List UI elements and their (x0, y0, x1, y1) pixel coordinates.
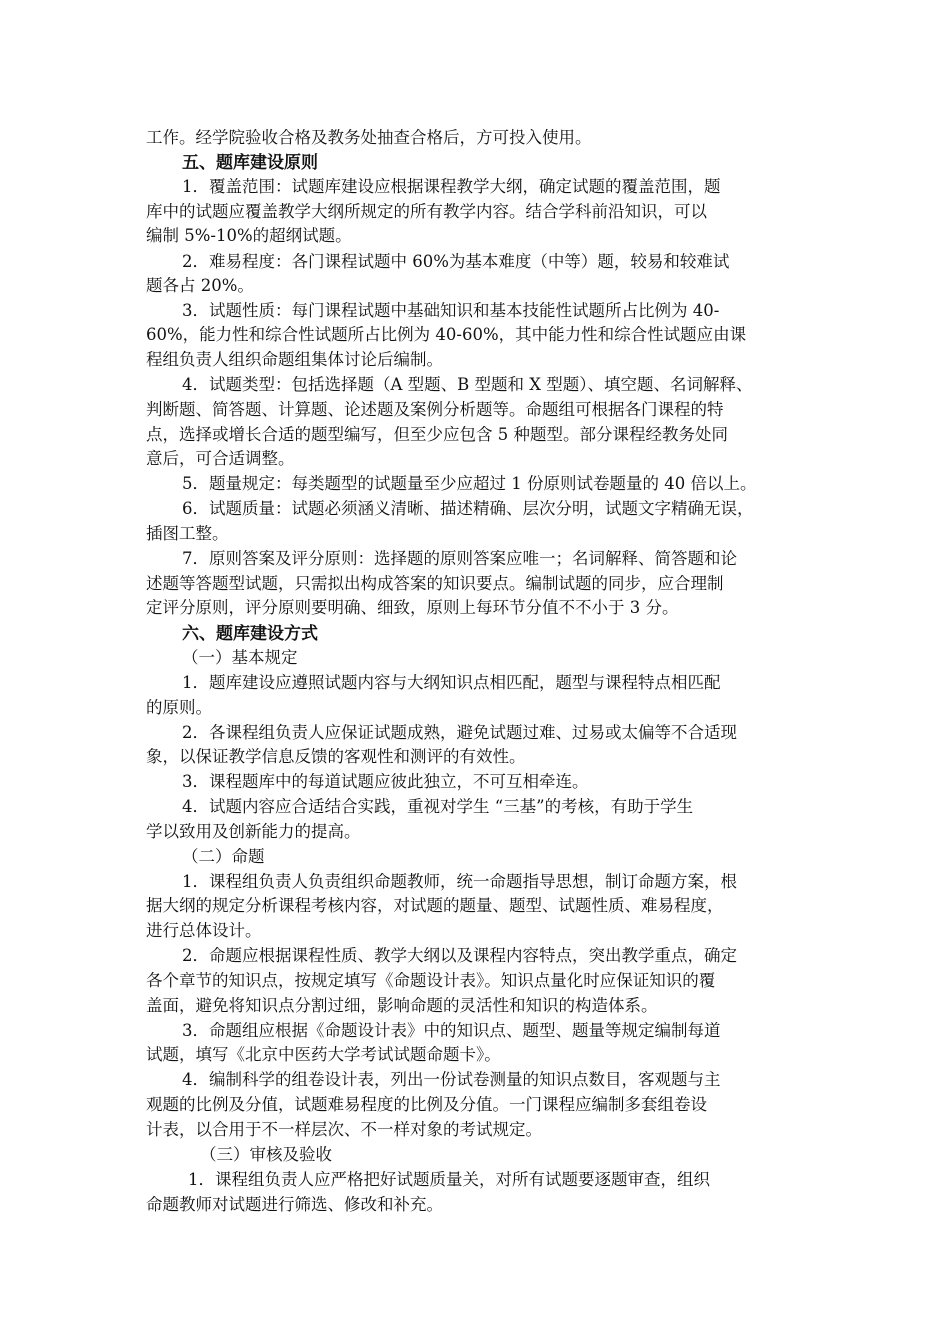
text-line: 题各占 20%。 (146, 276, 254, 295)
text-line: 学以致用及创新能力的提高。 (146, 822, 361, 841)
subsection-heading: （三）审核及验收 (200, 1145, 332, 1164)
text-line: 3．命题组应根据《命题设计表》中的知识点、题型、题量等规定编制每道 (182, 1021, 721, 1040)
text-line: 的原则。 (146, 698, 212, 717)
text-line: 5．题量规定：每类题型的试题量至少应超过 1 份原则试卷题量的 40 倍以上。 (182, 474, 757, 493)
text-line: 1．题库建设应遵照试题内容与大纲知识点相匹配，题型与课程特点相匹配 (182, 673, 721, 692)
text-line: 编制 5%-10%的超纲试题。 (146, 226, 352, 245)
text-line: 库中的试题应覆盖教学大纲所规定的所有教学内容。结合学科前沿知识，可以 (146, 202, 707, 221)
text-line: 2．各课程组负责人应保证试题成熟，避免试题过难、过易或太偏等不合适现 (182, 723, 737, 742)
text-line: 命题教师对试题进行筛选、修改和补充。 (146, 1195, 443, 1214)
text-line: 判断题、简答题、计算题、论述题及案例分析题等。命题组可根据各门课程的特 (146, 400, 724, 419)
text-line: 意后，可合适调整。 (146, 449, 295, 468)
text-line: 7．原则答案及评分原则：选择题的原则答案应唯一；名词解释、简答题和论 (182, 549, 737, 568)
text-line: 述题等答题型试题，只需拟出构成答案的知识要点。编制试题的同步，应合理制 (146, 574, 724, 593)
section-heading-5: 五、题库建设原则 (182, 153, 318, 173)
text-line: 2．难易程度：各门课程试题中 60%为基本难度（中等）题，较易和较难试 (182, 252, 730, 271)
text-line: 盖面，避免将知识点分割过细，影响命题的灵活性和知识的构造体系。 (146, 996, 658, 1015)
subsection-heading: （二）命题 (182, 847, 265, 866)
text-line: 试题，填写《北京中医药大学考试试题命题卡》。 (146, 1045, 501, 1064)
text-line: 点，选择或增长合适的题型编写，但至少应包含 5 种题型。部分课程经教务处同 (146, 425, 728, 444)
text-line: 3．课程题库中的每道试题应彼此独立，不可互相牵连。 (182, 772, 589, 791)
text-line: 各个章节的知识点，按规定填写《命题设计表》。知识点量化时应保证知识的覆 (146, 971, 716, 990)
text-line: 4．编制科学的组卷设计表，列出一份试卷测量的知识点数目，客观题与主 (182, 1070, 721, 1089)
text-line: 1．课程组负责人应严格把好试题质量关，对所有试题要逐题审查，组织 (188, 1170, 710, 1189)
text-line: 插图工整。 (146, 524, 229, 543)
subsection-heading: （一）基本规定 (182, 648, 298, 667)
text-line: 观题的比例及分值，试题难易程度的比例及分值。一门课程应编制多套组卷设 (146, 1095, 707, 1114)
text-line: 1．课程组负责人负责组织命题教师，统一命题指导思想，制订命题方案，根 (182, 872, 737, 891)
text-line: 定评分原则，评分原则要明确、细致，原则上每环节分值不不小于 3 分。 (146, 598, 679, 617)
text-line: 计表，以合用于不一样层次、不一样对象的考试规定。 (146, 1120, 542, 1139)
text-line: 6．试题质量：试题必须涵义清晰、描述精确、层次分明，试题文字精确无误， (182, 499, 754, 518)
section-heading-6: 六、题库建设方式 (182, 624, 318, 644)
text-line: 3．试题性质：每门课程试题中基础知识和基本技能性试题所占比例为 40- (182, 301, 720, 320)
text-line: 进行总体设计。 (146, 921, 262, 940)
text-line: 据大纲的规定分析课程考核内容，对试题的题量、题型、试题性质、难易程度， (146, 896, 724, 915)
text-line: 4．试题类型：包括选择题（A 型题、B 型题和 X 型题）、填空题、名词解释、 (182, 375, 753, 394)
text-line: 象，以保证教学信息反馈的客观性和测评的有效性。 (146, 747, 526, 766)
text-line: 2．命题应根据课程性质、教学大纲以及课程内容特点，突出教学重点，确定 (182, 946, 737, 965)
text-line: 工作。经学院验收合格及教务处抽查合格后，方可投入使用。 (146, 128, 592, 147)
text-line: 程组负责人组织命题组集体讨论后编制。 (146, 350, 443, 369)
text-line: 4．试题内容应合适结合实践，重视对学生 “三基”的考核，有助于学生 (182, 797, 694, 816)
text-line: 1．覆盖范围：试题库建设应根据课程教学大纲，确定试题的覆盖范围，题 (182, 177, 721, 196)
text-line: 60%，能力性和综合性试题所占比例为 40-60%，其中能力性和综合性试题应由课 (146, 325, 747, 344)
